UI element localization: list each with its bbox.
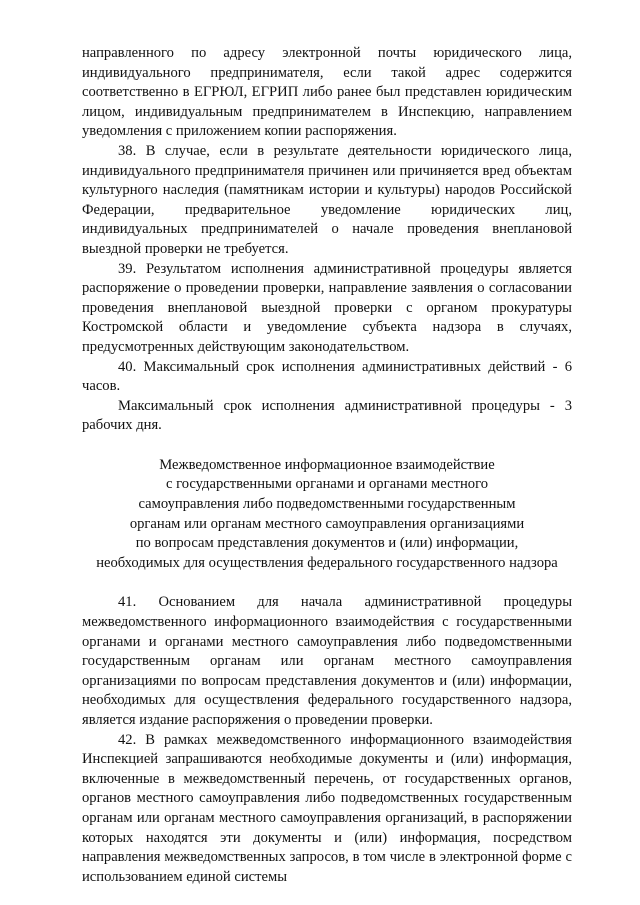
section-heading [82, 456, 572, 574]
paragraph-40-procedure-term: Максимальный срок исполнения административной процедуры - 3 рабочих дня. [82, 397, 572, 434]
section-heading-line: с государственными органами и органами местного [165, 476, 489, 493]
section-heading-line: органам или органам местного самоуправления организациями [129, 515, 525, 532]
paragraph-40: 40. Максимальный срок исполнения административных действий - 6 часов. [82, 358, 572, 395]
paragraph-41: 41. Основанием для начала административной процедуры межведомственного информационного взаимодействия с государственными органами и органами местного самоуправления либо подведомственными государственным органам или органам местного самоуправления организациями по вопросам представления документов и (или) информации, необходимых для осуществления федерального государственного надзора, является издание распоряжения о проведении проверки. [82, 594, 572, 728]
paragraph-39: 39. Результатом исполнения административной процедуры является распоряжение о проведении проверки, направление заявления о согласовании проведения внеплановой выездной проверки с органом прокуратуры Костромской области и уведомление субъекта надзора в случаях, предусмотренных действующим законодательством. [82, 260, 572, 355]
section-heading-line: Межведомственное информационное взаимодействие [159, 456, 495, 473]
paragraph-38: 38. В случае, если в результате деятельности юридического лица, индивидуального предпринимателя причинен или причиняется вред объектам культурного наследия (памятникам истории и культуры) народов Российской Федерации, предварительное уведомление юридических лиц, индивидуальных предпринимателей о начале проведения внеплановой выездной проверки не требуется. [82, 142, 572, 257]
section-heading-line: по вопросам представления документов и (или) информации, [135, 535, 519, 552]
paragraph-42: 42. В рамках межведомственного информационного взаимодействия Инспекцией запрашиваются необходимые документы и (или) информация, включенные в межведомственный перечень, от государственных органов, органов местного самоуправления либо подведомственных государственным органам или органам местного самоуправления организаций, в распоряжении которых находятся эти документы и (или) информация, посредством направления межведомственных запросов, в том числе в электронной форме с использованием единой системы [82, 731, 572, 885]
document-page [82, 44, 572, 887]
section-heading-line: самоуправления либо подведомственными государственным [138, 496, 516, 513]
section-heading-line: необходимых для осуществления федерального государственного надзора [96, 554, 558, 571]
paragraph-continued: направленного по адресу электронной почты юридического лица, индивидуального предпринимателя, если такой адрес содержится соответственно в ЕГРЮЛ, ЕГРИП либо ранее был представлен юридическим лицом, индивидуальным предпринимателем в Инспекцию, направлением уведомления с приложением копии распоряжения. [82, 45, 572, 140]
